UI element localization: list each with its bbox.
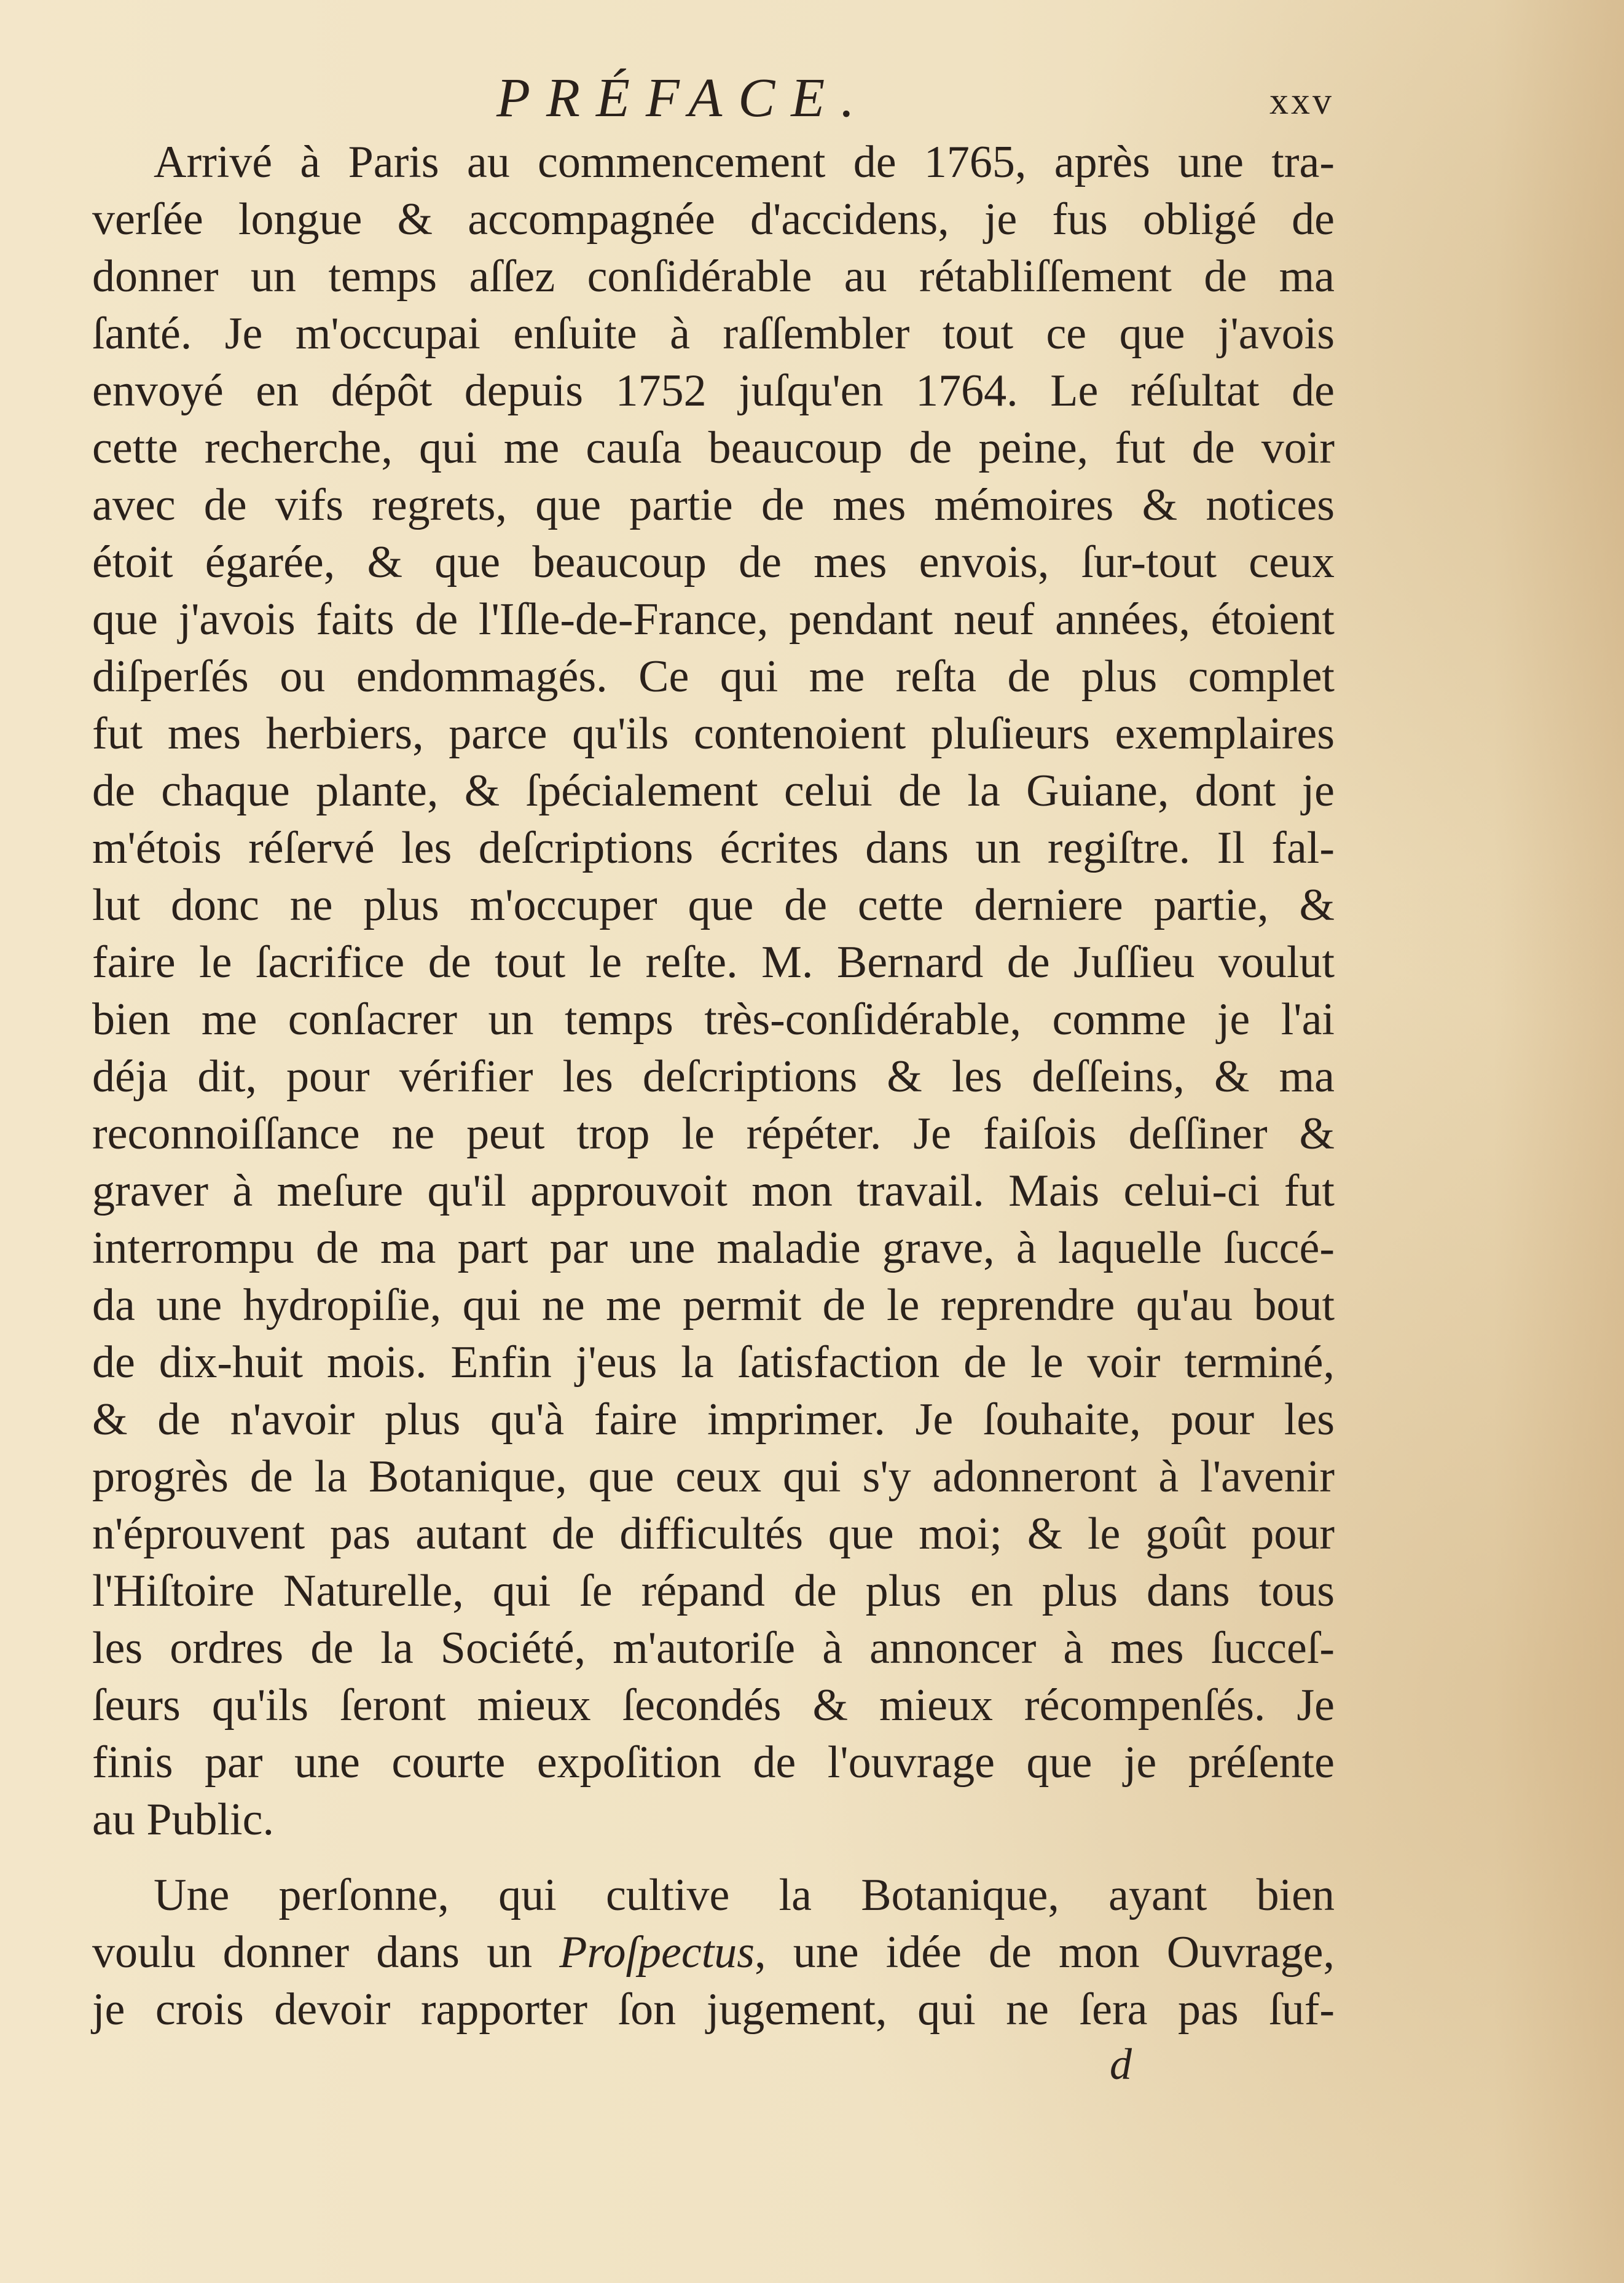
text-line: ſeurs qu'ils ſeront mieux ſecondés & mieux récompenſés. Je (92, 1680, 1335, 1731)
paragraph-2 (92, 1867, 1335, 2038)
text-line: avec de vifs regrets, que partie de mes mémoires & notices (92, 480, 1335, 530)
text-line: Arrivé à Paris au commencement de 1765, après une tra- (154, 137, 1335, 187)
text-line: donner un temps aſſez conſidérable au rétabliſſement de ma (92, 251, 1335, 302)
text-line: de dix-huit mois. Enfin j'eus la ſatisfaction de le voir terminé, (92, 1337, 1335, 1388)
text-line: m'étois réſervé les deſcriptions écrites dans un regiſtre. Il fal- (92, 823, 1335, 873)
text-line: graver à meſure qu'il approuvoit mon travail. Mais celui-ci fut (92, 1166, 1335, 1216)
text-line: diſperſés ou endommagés. Ce qui me reſta de plus complet (92, 651, 1335, 702)
text-line: & de n'avoir plus qu'à faire imprimer. Je ſouhaite, pour les (92, 1394, 1335, 1445)
text-line: je crois devoir rapporter ſon jugement, qui ne ſera pas ſuf- (92, 1984, 1335, 2035)
text-line: l'Hiſtoire Naturelle, qui ſe répand de plus en plus dans tous (92, 1566, 1335, 1616)
text-fragment: , une idée de mon Ouvrage, (755, 1927, 1335, 1978)
text-line: lut donc ne plus m'occuper que de cette derniere partie, & (92, 880, 1335, 930)
page-header (0, 66, 1624, 134)
text-line: au Public. (92, 1794, 274, 1845)
body-text (92, 134, 1335, 2038)
text-line: faire le ſacrifice de tout le reſte. M. Bernard de Juſſieu voulut (92, 937, 1335, 988)
page-number: xxv (1269, 81, 1334, 122)
text-line: de chaque plante, & ſpécialement celui de la Guiane, dont je (92, 766, 1335, 816)
signature-mark: d (1110, 2040, 1132, 2089)
text-line: cette recherche, qui me cauſa beaucoup de peine, fut de voir (92, 423, 1335, 473)
text-line: les ordres de la Société, m'autoriſe à annoncer à mes ſucceſ- (92, 1623, 1335, 1673)
text-line: n'éprouvent pas autant de difficultés que moi; & le goût pour (92, 1509, 1335, 1559)
text-line: déja dit, pour vérifier les deſcriptions & les deſſeins, & ma (92, 1051, 1335, 1102)
italic-term: Proſpectus (559, 1927, 755, 1978)
text-line: reconnoiſſance ne peut trop le répéter. Je faiſois deſſiner & (92, 1109, 1335, 1159)
text-line: étoit égarée, & que beaucoup de mes envois, ſur-tout ceux (92, 537, 1335, 587)
running-title: PRÉFACE. (496, 68, 871, 128)
text-line: progrès de la Botanique, que ceux qui s'y adonneront à l'avenir (92, 1452, 1335, 1502)
text-line (92, 1924, 1335, 1981)
text-line: da une hydropiſie, qui ne me permit de le reprendre qu'au bout (92, 1280, 1335, 1330)
paragraph-1 (92, 134, 1335, 1849)
text-line: Une perſonne, qui cultive la Botanique, ayant bien (154, 1870, 1335, 1920)
text-line: finis par une courte expoſition de l'ouvrage que je préſente (92, 1737, 1335, 1788)
text-line: envoyé en dépôt depuis 1752 juſqu'en 1764. Le réſultat de (92, 366, 1335, 416)
text-fragment: voulu donner dans un (92, 1927, 560, 1978)
text-line: interrompu de ma part par une maladie grave, à laquelle ſuccé- (92, 1223, 1335, 1273)
text-line: verſée longue & accompagnée d'accidens, je fus obligé de (92, 194, 1335, 245)
text-line: bien me conſacrer un temps très-conſidérable, comme je l'ai (92, 994, 1335, 1045)
text-line: fut mes herbiers, parce qu'ils contenoient pluſieurs exemplaires (92, 709, 1335, 759)
text-line: ſanté. Je m'occupai enſuite à raſſembler tout ce que j'avois (92, 308, 1335, 359)
text-line: que j'avois faits de l'Iſle-de-France, pendant neuf années, étoient (92, 594, 1335, 645)
